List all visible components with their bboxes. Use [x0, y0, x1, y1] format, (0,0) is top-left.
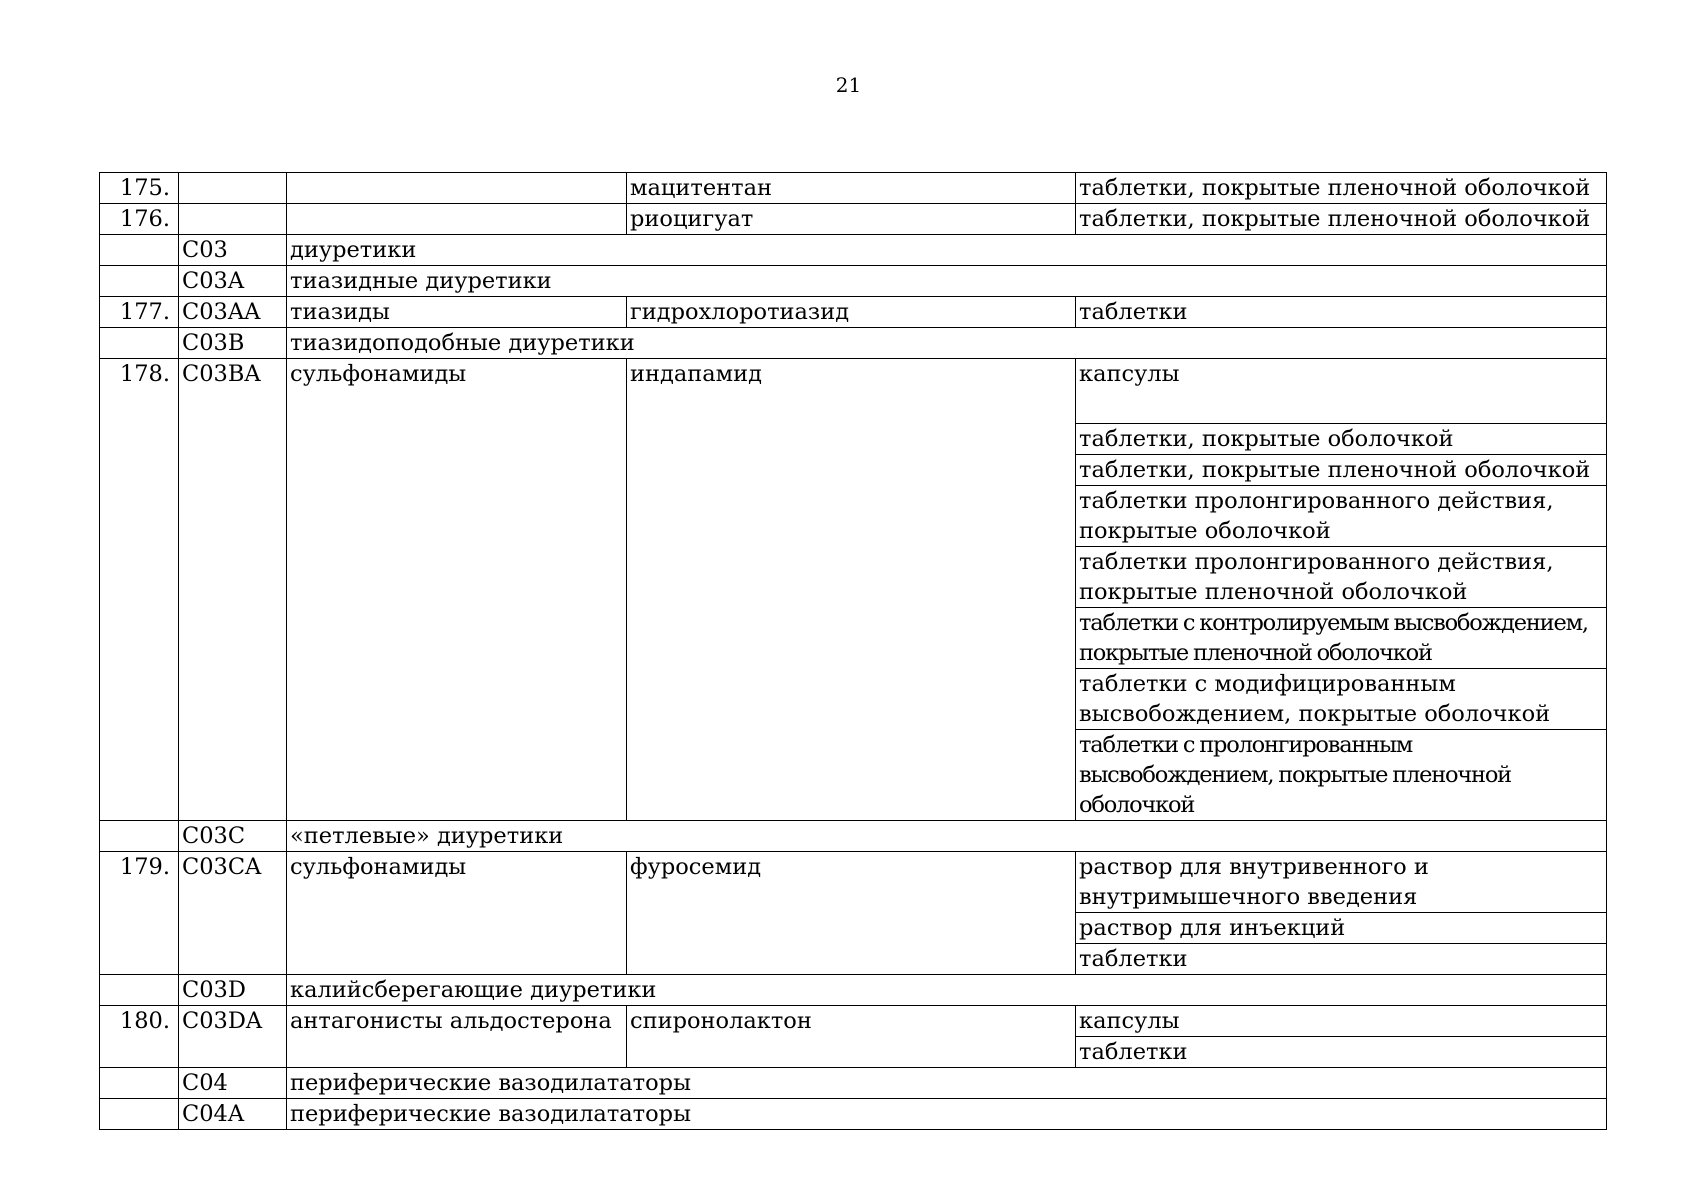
- atc-code: C04A: [179, 1099, 287, 1130]
- group-name: калийсберегающие диуретики: [287, 975, 1607, 1006]
- drug-name: спиронолактон: [627, 1006, 1076, 1068]
- row-number: [100, 328, 179, 359]
- group-name: [287, 204, 627, 235]
- dosage-form: капсулы: [1076, 1006, 1607, 1037]
- atc-code: C03DA: [179, 1006, 287, 1068]
- dosage-form: таблетки пролонгированного действия, покрытые оболочкой: [1076, 486, 1607, 547]
- row-number: [100, 1099, 179, 1130]
- atc-code: C03A: [179, 266, 287, 297]
- row-number: 177.: [100, 297, 179, 328]
- group-name: периферические вазодилататоры: [287, 1099, 1607, 1130]
- dosage-form: таблетки, покрытые оболочкой: [1076, 424, 1607, 455]
- drug-name: индапамид: [627, 359, 1076, 821]
- atc-code: C03B: [179, 328, 287, 359]
- group-row: [100, 1068, 1607, 1099]
- group-row: [100, 328, 1607, 359]
- table-row: [100, 204, 1607, 235]
- group-name: диуретики: [287, 235, 1607, 266]
- group-name: «петлевые» диуретики: [287, 821, 1607, 852]
- atc-code: C03C: [179, 821, 287, 852]
- drug-list-table: [99, 172, 1607, 1130]
- atc-code: [179, 173, 287, 204]
- group-name: [287, 173, 627, 204]
- dosage-form: раствор для внутривенного и внутримышечного введения: [1076, 852, 1607, 913]
- atc-code: C03AA: [179, 297, 287, 328]
- table-row: [100, 173, 1607, 204]
- group-name: сульфонамиды: [287, 359, 627, 821]
- atc-code: C03: [179, 235, 287, 266]
- dosage-form: таблетки с модифицированным высвобождением, покрытые оболочкой: [1076, 669, 1607, 730]
- row-number: [100, 235, 179, 266]
- drug-name: риоцигуат: [627, 204, 1076, 235]
- dosage-form: таблетки пролонгированного действия, покрытые пленочной оболочкой: [1076, 547, 1607, 608]
- row-number: [100, 821, 179, 852]
- dosage-form: раствор для инъекций: [1076, 913, 1607, 944]
- atc-code: C03CA: [179, 852, 287, 975]
- group-name: периферические вазодилататоры: [287, 1068, 1607, 1099]
- row-number: [100, 266, 179, 297]
- row-number: 179.: [100, 852, 179, 975]
- drug-name: фуросемид: [627, 852, 1076, 975]
- page-number: 21: [835, 73, 862, 97]
- dosage-form: таблетки: [1076, 297, 1607, 328]
- table-row: [100, 359, 1607, 424]
- dosage-form: таблетки, покрытые пленочной оболочкой: [1076, 173, 1607, 204]
- group-row: [100, 235, 1607, 266]
- dosage-form: таблетки с пролонгированным высвобождением, покрытые пленочной оболочкой: [1076, 730, 1607, 821]
- group-name: тиазидные диуретики: [287, 266, 1607, 297]
- drug-name: мацитентан: [627, 173, 1076, 204]
- group-name: антагонисты альдостерона: [287, 1006, 627, 1068]
- row-number: [100, 975, 179, 1006]
- group-name: тиазидоподобные диуретики: [287, 328, 1607, 359]
- row-number: 180.: [100, 1006, 179, 1068]
- atc-code: [179, 204, 287, 235]
- drug-name: гидрохлоротиазид: [627, 297, 1076, 328]
- group-name: сульфонамиды: [287, 852, 627, 975]
- row-number: 176.: [100, 204, 179, 235]
- group-name: тиазиды: [287, 297, 627, 328]
- table-row: [100, 852, 1607, 913]
- row-number: [100, 1068, 179, 1099]
- dosage-form: таблетки, покрытые пленочной оболочкой: [1076, 204, 1607, 235]
- group-row: [100, 821, 1607, 852]
- dosage-form: таблетки, покрытые пленочной оболочкой: [1076, 455, 1607, 486]
- row-number: 178.: [100, 359, 179, 821]
- atc-code: C03BA: [179, 359, 287, 821]
- table-row: [100, 1006, 1607, 1037]
- table-row: [100, 297, 1607, 328]
- dosage-form: таблетки: [1076, 944, 1607, 975]
- dosage-form: таблетки с контролируемым высвобождением, покрытые пленочной оболочкой: [1076, 608, 1607, 669]
- group-row: [100, 266, 1607, 297]
- atc-code: C04: [179, 1068, 287, 1099]
- dosage-form: таблетки: [1076, 1037, 1607, 1068]
- group-row: [100, 975, 1607, 1006]
- row-number: 175.: [100, 173, 179, 204]
- atc-code: C03D: [179, 975, 287, 1006]
- dosage-form: капсулы: [1076, 359, 1607, 424]
- group-row: [100, 1099, 1607, 1130]
